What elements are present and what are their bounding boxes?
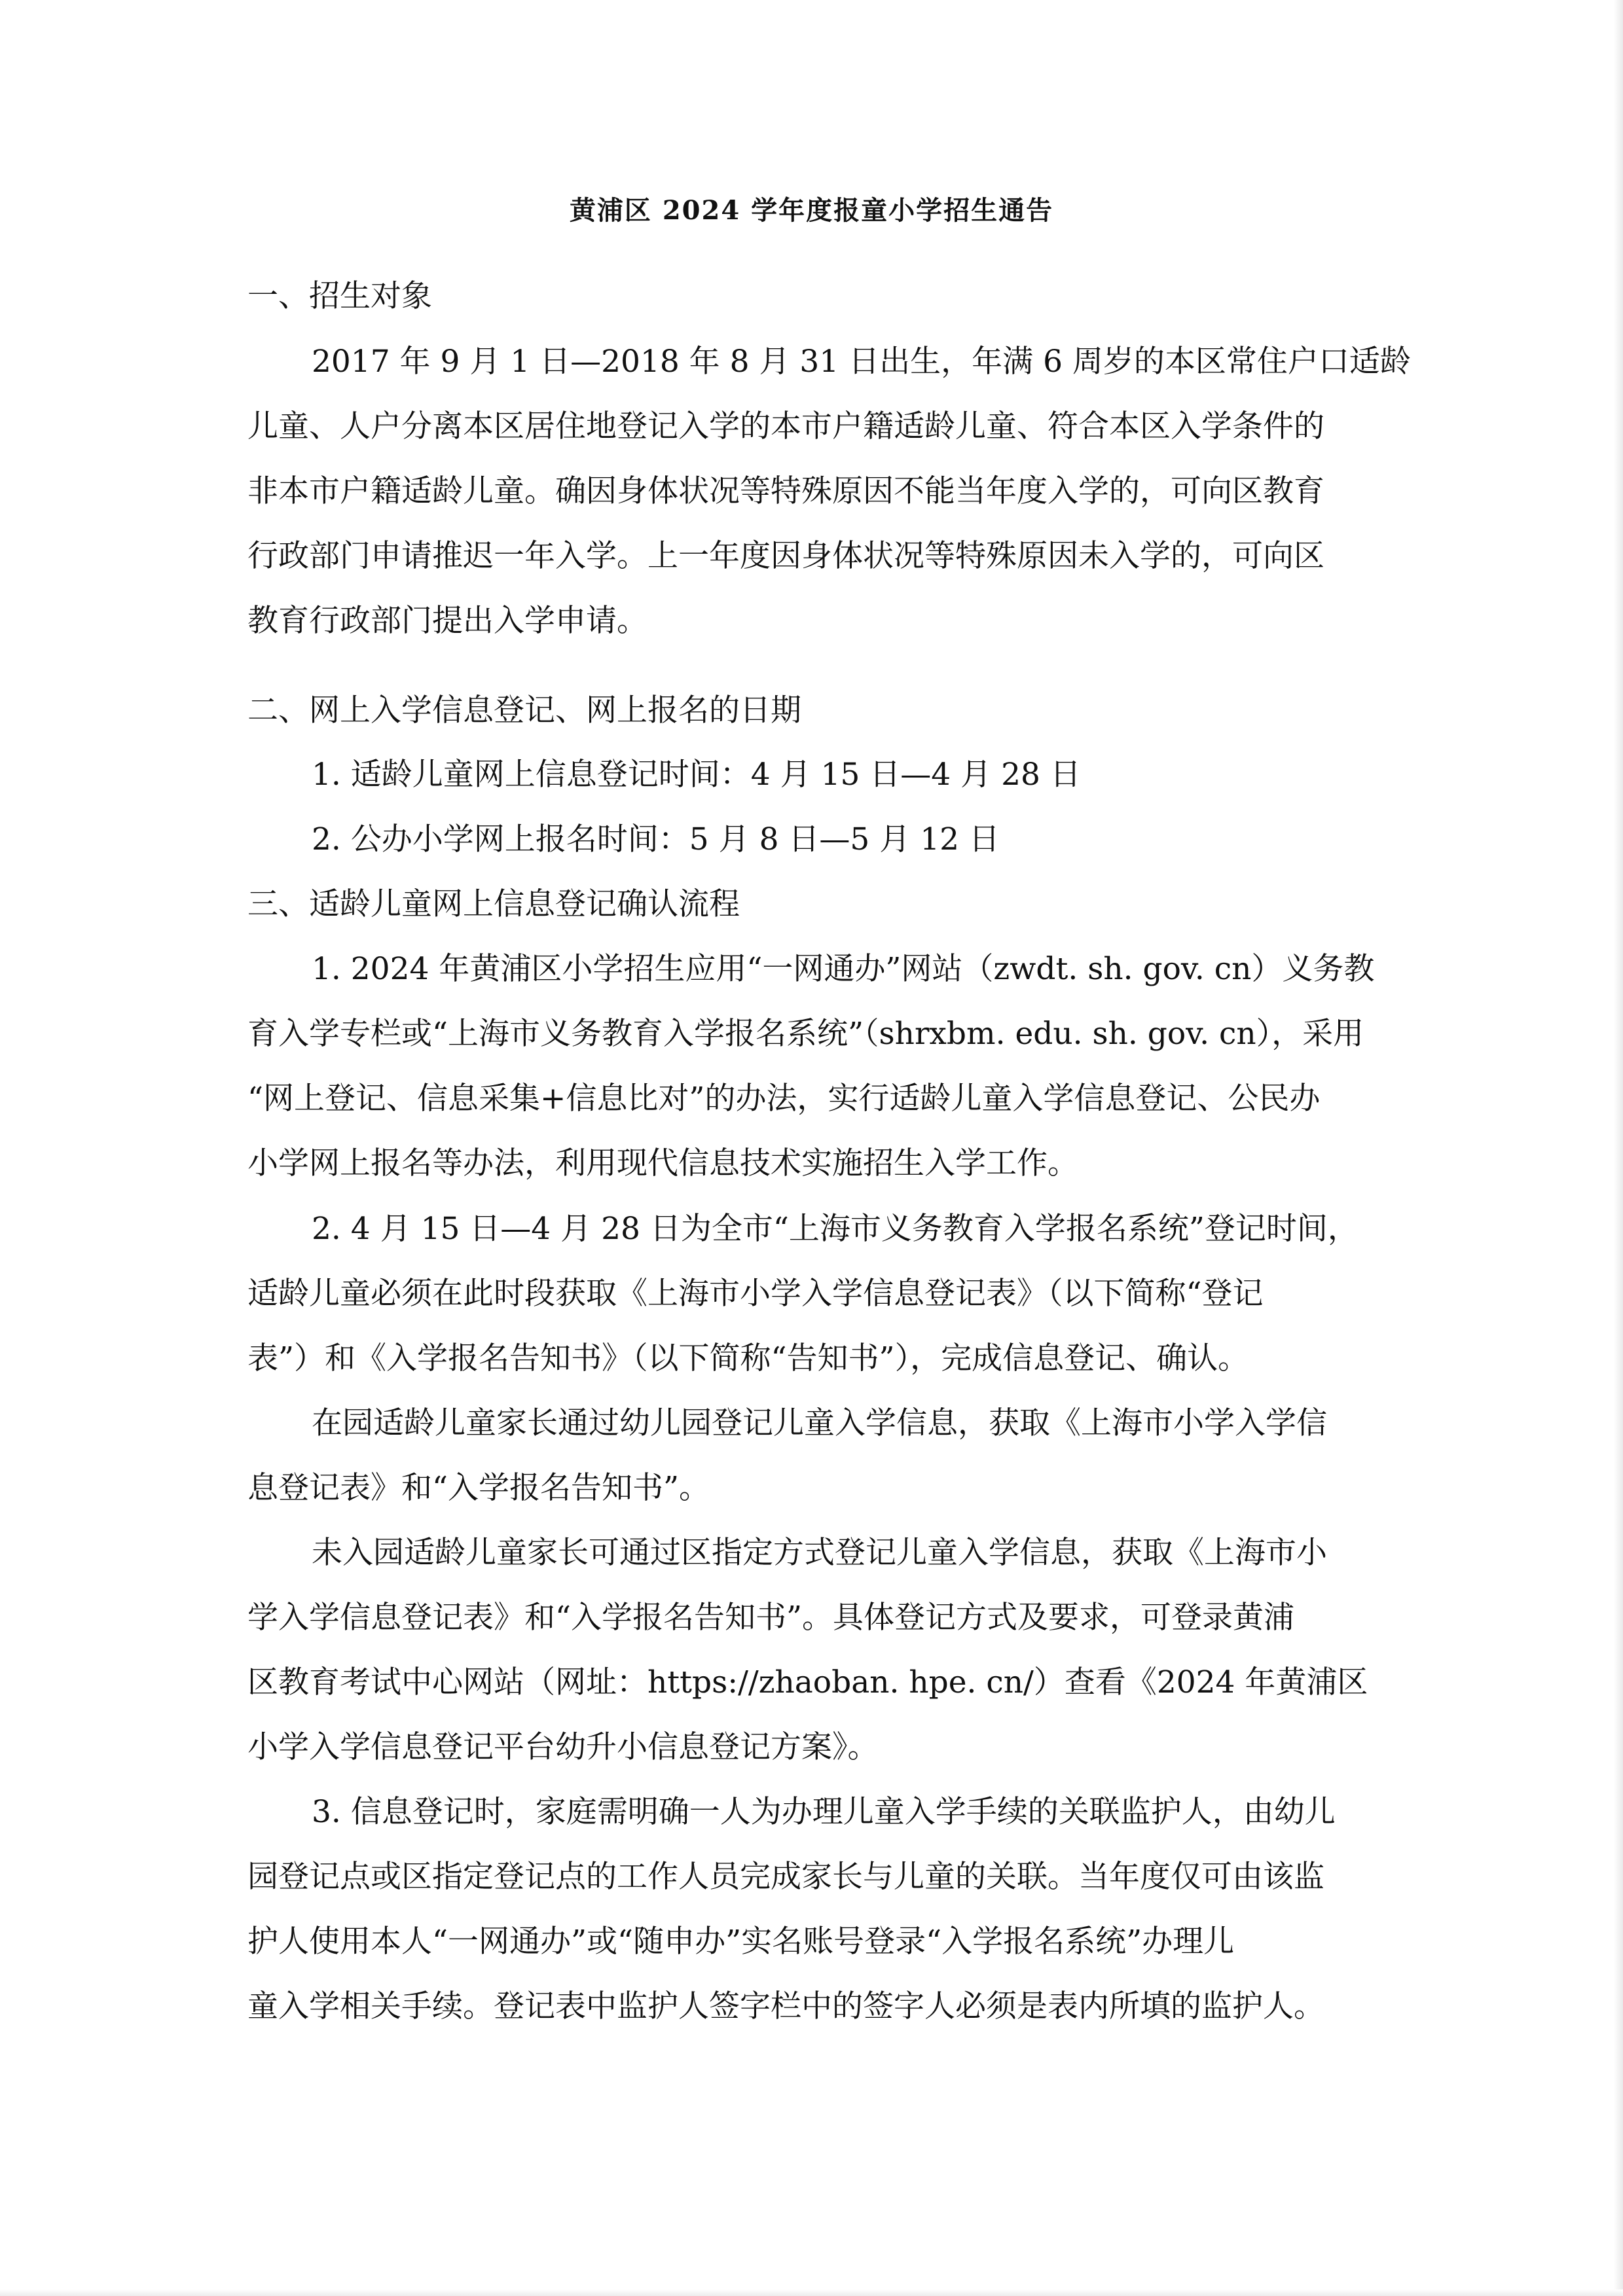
- paragraph-line: 2. 公办小学网上报名时间：5 月 8 日—5 月 12 日: [312, 821, 1000, 857]
- paragraph-line: 园登记点或区指定登记点的工作人员完成家长与儿童的关联。当年度仅可由该监: [247, 1859, 1324, 1895]
- paragraph-line: 1. 适龄儿童网上信息登记时间：4 月 15 日—4 月 28 日: [312, 757, 1081, 793]
- paragraph-line: 2017 年 9 月 1 日—2018 年 8 月 31 日出生，年满 6 周岁的本区常住户口适龄: [312, 344, 1411, 380]
- paragraph-line: 学入学信息登记表》和“入学报名告知书”。具体登记方式及要求，可登录黄浦: [247, 1600, 1295, 1636]
- paragraph-line: 童入学相关手续。登记表中监护人签字栏中的签字人必须是表内所填的监护人。: [247, 1988, 1324, 2024]
- paragraph-line: 护人使用本人“一网通办”或“随申办”实名账号登录“入学报名系统”办理儿: [247, 1924, 1235, 1960]
- paragraph-line: 未入园适龄儿童家长可通过区指定方式登记儿童入学信息，获取《上海市小: [312, 1535, 1327, 1571]
- paragraph-line: 儿童、人户分离本区居住地登记入学的本市户籍适龄儿童、符合本区入学条件的: [247, 408, 1324, 444]
- paragraph-line: 1. 2024 年黄浦区小学招生应用“一网通办”网站（zwdt. sh. gov. cn）义务教: [312, 951, 1375, 987]
- paragraph-line: 小学入学信息登记平台幼升小信息登记方案》。: [247, 1729, 879, 1765]
- paragraph-line: 息登记表》和“入学报名告知书”。: [247, 1470, 710, 1506]
- scan-bottom-shadow: [0, 2289, 1623, 2296]
- paragraph-line: 行政部门申请推迟一年入学。上一年度因身体状况等特殊原因未入学的，可向区: [247, 538, 1324, 574]
- paragraph-line: 2. 4 月 15 日—4 月 28 日为全市“上海市义务教育入学报名系统”登记时间，: [312, 1211, 1359, 1247]
- paragraph-line: 教育行政部门提出入学申请。: [247, 603, 647, 639]
- section-heading-2: 二、网上入学信息登记、网上报名的日期: [247, 692, 801, 728]
- scan-edge-shadow: [1614, 0, 1623, 2296]
- paragraph-line: 区教育考试中心网站（网址：https://zhaoban. hpe. cn/）查看《2024 年黄浦区: [247, 1664, 1368, 1700]
- paragraph-line: 在园适龄儿童家长通过幼儿园登记儿童入学信息，获取《上海市小学入学信: [312, 1405, 1327, 1441]
- section-heading-3: 三、适龄儿童网上信息登记确认流程: [247, 886, 740, 922]
- page-title: 黄浦区 2024 学年度报童小学招生通告: [569, 195, 1054, 226]
- paragraph-line: 小学网上报名等办法，利用现代信息技术实施招生入学工作。: [247, 1145, 1078, 1181]
- paragraph-line: 育入学专栏或“上海市义务教育入学报名系统”（shrxbm. edu. sh. gov. cn），采用: [247, 1016, 1364, 1052]
- paragraph-line: 表”）和《入学报名告知书》（以下简称“告知书”），完成信息登记、确认。: [247, 1340, 1249, 1376]
- paragraph-line: 3. 信息登记时，家庭需明确一人为办理儿童入学手续的关联监护人，由幼儿: [312, 1794, 1336, 1830]
- paragraph-line: “网上登记、信息采集+信息比对”的办法，实行适龄儿童入学信息登记、公民办: [247, 1081, 1321, 1117]
- paragraph-line: 非本市户籍适龄儿童。确因身体状况等特殊原因不能当年度入学的，可向区教育: [247, 473, 1324, 509]
- section-heading-1: 一、招生对象: [247, 278, 432, 314]
- paragraph-line: 适龄儿童必须在此时段获取《上海市小学入学信息登记表》（以下简称“登记: [247, 1276, 1264, 1312]
